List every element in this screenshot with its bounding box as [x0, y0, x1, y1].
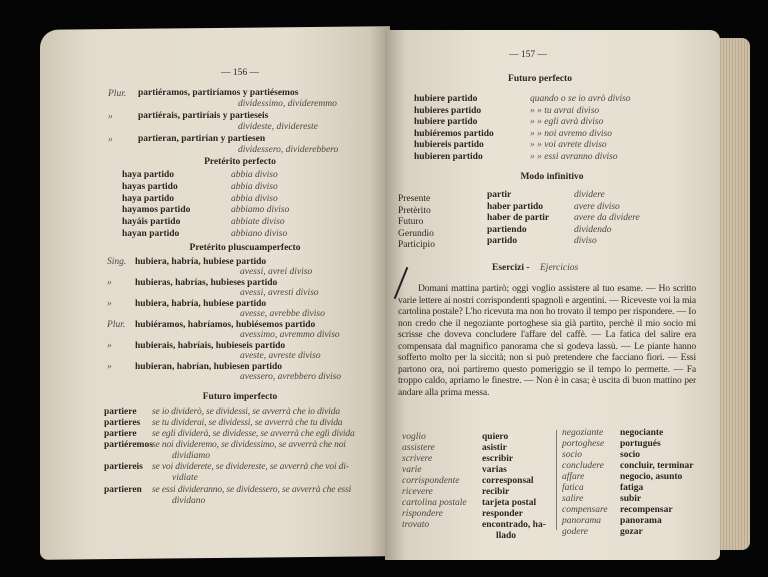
vocabulary-divider	[556, 430, 557, 530]
vocabulary-word: tarjeta postal	[482, 498, 537, 508]
spanish-form: partiereis	[104, 462, 143, 472]
spanish-form: partir	[487, 190, 512, 200]
italian-form-continuation: dividiamo	[172, 451, 210, 461]
spanish-form: hubiere partido	[414, 94, 478, 104]
heading-esercizi: Esercizi -	[492, 263, 530, 273]
spanish-form: partiendo	[487, 224, 527, 235]
italian-form: se essi divideranno, se dividessero, se avverrà che essi	[152, 485, 352, 495]
italian-form: se tu dividerai, se dividessi, se avverrà che tu divida	[152, 418, 343, 428]
italian-form: abbiamo diviso	[231, 205, 290, 216]
vocabulary-word: corresponsal	[482, 476, 534, 486]
spanish-form: hayas partido	[122, 181, 178, 192]
row-label: »	[108, 135, 113, 145]
italian-form: » » voi avrete diviso	[530, 140, 607, 151]
vocabulary-word: compensare	[562, 505, 608, 515]
vocabulary-word: corrispondente	[402, 476, 460, 486]
spanish-form: haya partido	[122, 170, 174, 180]
vocabulary-word: ricevere	[402, 487, 433, 497]
vocabulary-word: gozar	[620, 527, 643, 537]
italian-form-continuation: vidiate	[172, 473, 198, 483]
spanish-form: partiéramos, partiríamos y partiésemos	[138, 88, 299, 98]
vocabulary-word: portugués	[620, 439, 661, 449]
spanish-form: partiéremos	[104, 440, 153, 450]
italian-form: diviso	[574, 236, 597, 247]
vocabulary-word: quiero	[482, 432, 509, 442]
vocabulary-word: recompensar	[620, 505, 673, 515]
vocabulary-word: salire	[562, 494, 584, 504]
row-label: Plur.	[107, 320, 126, 330]
vocabulary-word: varie	[402, 465, 422, 475]
tense-label: Presente	[398, 194, 431, 204]
italian-form-continuation: dividano	[172, 496, 206, 506]
italian-form: » » noi avremo diviso	[530, 128, 612, 139]
vocabulary-word: godere	[562, 527, 589, 537]
row-label: »	[107, 362, 112, 372]
spanish-form: hubieras, habrías, hubieses partido	[135, 278, 278, 288]
italian-form: avessimo, avremmo diviso	[240, 330, 340, 340]
spanish-form: hayan partido	[122, 229, 180, 239]
vocabulary-word: varias	[482, 465, 507, 475]
vocabulary-word: concluir, terminar	[620, 461, 694, 471]
spanish-form: hubieren partido	[414, 152, 483, 162]
heading-modo-infinitivo: Modo infinitivo	[520, 172, 584, 182]
vocabulary-word: trovato	[402, 520, 430, 530]
spanish-form: hubierais, habríais, hubieseis partido	[135, 341, 286, 351]
vocabulary-word: recibir	[482, 487, 510, 497]
left-page	[40, 26, 390, 560]
italian-form: dividere	[574, 190, 605, 200]
italian-form: dividessero, dividerebbero	[238, 145, 339, 155]
tense-label: Participio	[398, 240, 435, 251]
tense-label: Pretèrito	[398, 205, 431, 216]
italian-form: se egli dividerà, se dividesse, se avverrà che egli divida	[152, 429, 355, 439]
spanish-form: hubieran, habrían, hubiesen partido	[135, 362, 283, 372]
italian-form: abbia diviso	[231, 193, 278, 204]
tense-label: Gerundio	[398, 228, 434, 239]
italian-form: aveste, avreste diviso	[240, 351, 321, 361]
spanish-form: haya partido	[122, 193, 174, 204]
italian-form: abbia diviso	[231, 181, 278, 192]
vocabulary-word: escribir	[482, 454, 514, 464]
spanish-form: haber de partir	[487, 213, 550, 224]
italian-form: se noi divideremo, se dividessimo, se avverrà che noi	[152, 440, 346, 450]
row-label: Sing.	[107, 257, 127, 267]
spanish-form: partieran, partirían y partiesen	[138, 134, 266, 144]
row-label: »	[107, 278, 112, 288]
vocabulary-word: negocio, asunto	[620, 472, 683, 482]
italian-form: dividendo	[574, 224, 612, 235]
vocabulary-word: voglio	[402, 432, 426, 442]
italian-form: » » essi avranno diviso	[530, 152, 618, 162]
heading-pluscuamperfecto: Pretérito pluscuamperfecto	[189, 243, 301, 253]
vocabulary-word: encontrado, ha-	[482, 520, 546, 530]
italian-form: divideste, dividereste	[238, 122, 318, 132]
vocabulary-word: concludere	[562, 461, 604, 471]
page-number-right: — 157 —	[509, 50, 547, 60]
spanish-form: hubiéremos partido	[414, 128, 494, 139]
spanish-form: partido	[487, 236, 518, 247]
spanish-form: partiérais, partiríais y partieseis	[138, 111, 269, 121]
italian-form: abbiate diviso	[231, 217, 285, 228]
row-label: »	[107, 341, 112, 351]
spanish-form: hayáis partido	[122, 217, 181, 228]
italian-form: avere diviso	[574, 201, 620, 212]
exercise-paragraph: Domani mattina partirò; oggi voglio assistere al tuo esame. — Ho scritto varie lettere ai nostri corrispondenti spagnoli e argentini. — Riceveste voi la mia cartolina postale? L'ho ricevuta ma non ho trovato il tempo per rispondere. — Io non credo che il negoziante portoghese sia già partito, perchè il mio socio mi scrisse che doveva concludere l'affare del caffè. — La fatica del salire era compensata dal magnifico panorama che si godeva lassù. — Le piante hanno sofferto molto per la siccità; non si può pretendere che facciano fiori. — Essi partono ora, noi partiremo questo pomeriggio se il tempo lo permette. — Fa troppo caldo, apriamo le finestre. — Non è in casa; è uscita di buon mattino per andare alla prima messa.	[398, 283, 696, 398]
heading-futuro-imperfecto: Futuro imperfecto	[202, 392, 278, 402]
italian-form: se voi dividerete, se dividereste, se avverrà che voi di-	[152, 462, 349, 472]
italian-form: » » tu avrai diviso	[530, 105, 600, 116]
vocabulary-word: negoziante	[562, 428, 604, 438]
spanish-form: hubieres partido	[414, 105, 482, 116]
italian-form: abbia diviso	[231, 170, 278, 180]
spanish-form: hubiere partido	[414, 117, 478, 128]
italian-form: se io dividerò, se dividessi, se avverrà che io divida	[152, 407, 340, 417]
vocabulary-word: panorama	[620, 516, 662, 526]
spanish-form: partieres	[104, 418, 141, 428]
row-label: »	[108, 112, 113, 122]
tense-label: Futuro	[398, 217, 424, 228]
spanish-form: hubiera, habría, hubiese partido	[135, 257, 267, 267]
row-label: »	[107, 299, 112, 309]
spanish-form: partiere	[104, 429, 137, 439]
heading-ejercicios: Ejercicios	[540, 263, 579, 273]
vocabulary-word: responder	[482, 509, 523, 519]
vocabulary-word: socio	[562, 450, 583, 460]
heading-futuro-perfecto: Futuro perfecto	[508, 74, 572, 84]
vocabulary-word: cartolina postale	[402, 498, 467, 508]
spanish-form: hubiera, habría, hubiese partido	[135, 299, 267, 309]
vocabulary-word: fatica	[562, 483, 584, 493]
vocabulary-word: portoghese	[562, 439, 605, 449]
heading-preterito-perfecto: Pretérito perfecto	[204, 157, 276, 167]
vocabulary-word: llado	[496, 531, 517, 541]
vocabulary-word: rispondere	[402, 509, 443, 519]
vocabulary-word: socio	[620, 450, 641, 460]
vocabulary-word: assistere	[402, 443, 435, 453]
spanish-form: hayamos partido	[122, 205, 191, 216]
spanish-form: hubiéramos, habríamos, hubiésemos partido	[135, 320, 316, 330]
italian-form: avessi, avresti diviso	[240, 288, 319, 298]
page-number-left: — 156 —	[221, 68, 259, 78]
spanish-form: hubiereis partido	[414, 140, 484, 151]
row-label: Plur.	[108, 89, 127, 99]
italian-form: quando o se io avrò diviso	[530, 94, 631, 104]
spanish-form: partiere	[104, 407, 137, 417]
vocabulary-word: fatiga	[620, 483, 644, 493]
vocabulary-word: panorama	[562, 516, 602, 526]
italian-form: avesse, avrebbe diviso	[240, 309, 325, 319]
italian-form: » » egli avrà diviso	[530, 117, 604, 128]
italian-form: dividessimo, divideremmo	[238, 99, 337, 109]
italian-form: avessero, avrebbero diviso	[240, 372, 342, 382]
spanish-form: partieren	[104, 485, 142, 495]
vocabulary-word: negociante	[620, 428, 664, 438]
spanish-form: haber partido	[487, 201, 544, 212]
vocabulary-word: subir	[620, 494, 642, 504]
vocabulary-word: affare	[562, 472, 585, 482]
italian-form: abbiano diviso	[231, 229, 288, 239]
italian-form: avessi, avrei diviso	[240, 267, 313, 277]
vocabulary-word: scrivere	[402, 454, 433, 464]
italian-form: avere da dividere	[574, 213, 640, 224]
vocabulary-word: asistir	[482, 443, 507, 453]
